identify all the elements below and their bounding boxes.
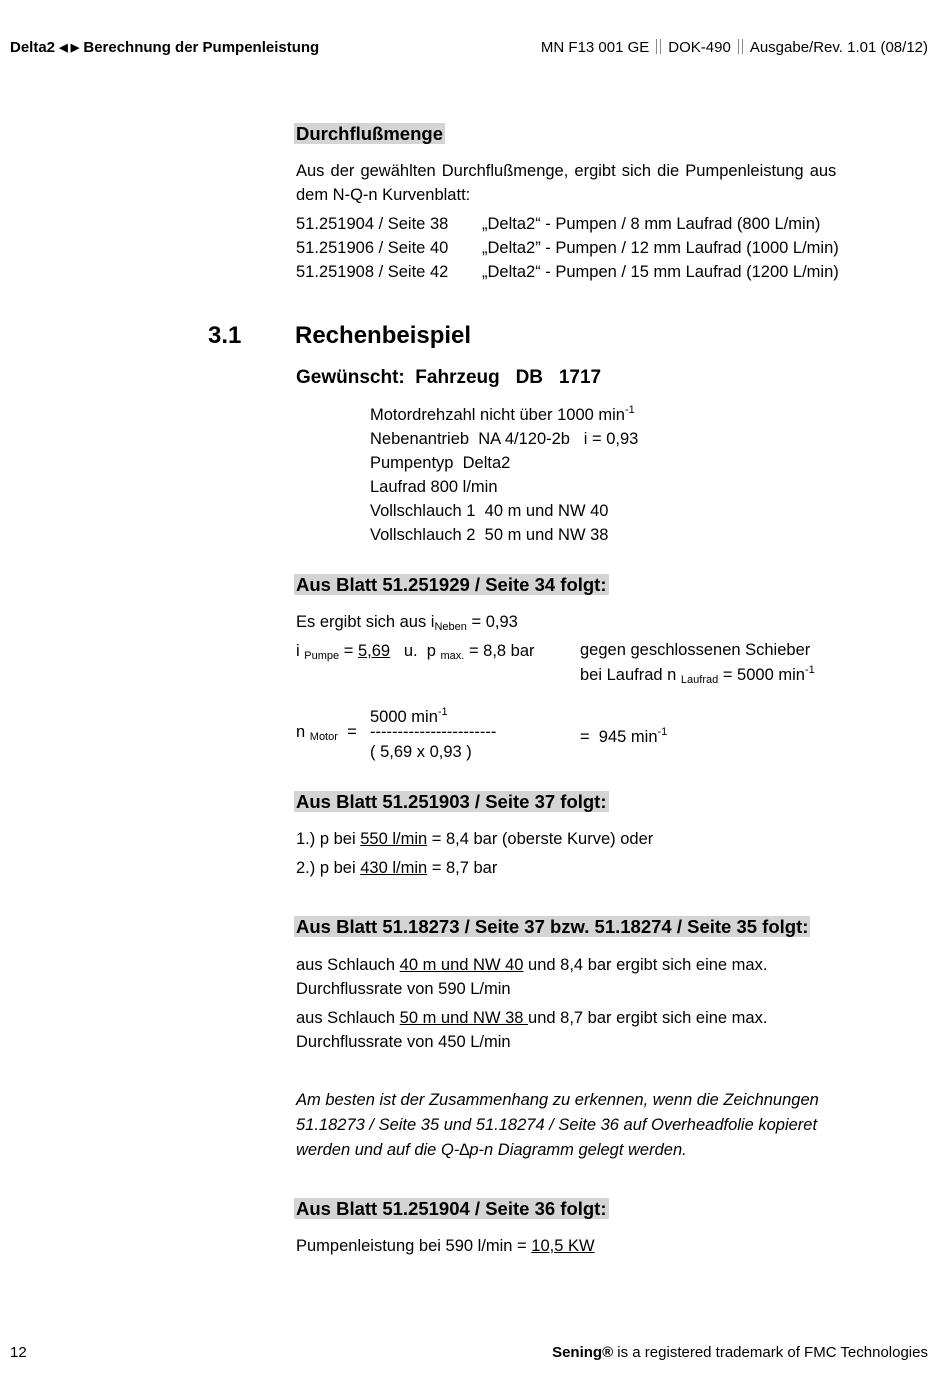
separator [656, 39, 661, 54]
spec-neben: Nebenantrieb NA 4/120-2b i = 0,93 [370, 430, 639, 448]
durchfluss-table [296, 212, 839, 284]
table-row: 51.251908 / Seite 42 „Delta2“ - Pumpen / 15 mm Laufrad (1200 L/min) [296, 263, 839, 281]
blatt4-heading: Aus Blatt 51.251904 / Seite 36 folgt: [296, 1198, 607, 1219]
blatt4-line: Pumpenleistung bei 590 l/min = 10,5 KW [296, 1237, 595, 1255]
note-line-1: gegen geschlossenen Schieber [580, 641, 811, 659]
spec-schlauch2: Vollschlauch 2 50 m und NW 38 [370, 526, 609, 544]
para-a-line-2: Durchflussrate von 590 L/min [296, 980, 511, 998]
blatt3-para-a [296, 953, 767, 1001]
blatt3-heading: Aus Blatt 51.18273 / Seite 37 bzw. 51.18274 / Seite 35 folgt: [296, 916, 809, 937]
footer-trademark: Sening® is a registered trademark of FMC Technologies [552, 1344, 928, 1361]
blatt3-para-b [296, 1006, 767, 1054]
durchfluss-para [296, 159, 866, 207]
section-title: Rechenbeispiel [295, 322, 472, 349]
para-a-line-1: aus Schlauch 40 m und NW 40 und 8,4 bar ergibt sich eine max. [296, 956, 768, 974]
blatt1-line2: i $_{Pumpe}$ = 5,69 u. p $_{max.}$ = 8,8 bar [296, 642, 535, 662]
blatt2-line1: 1.) p bei 550 l/min = 8,4 bar (oberste Kurve) oder [296, 830, 654, 848]
blatt1-heading: Aus Blatt 51.251929 / Seite 34 folgt: [296, 574, 607, 595]
brand-name: Sening® [552, 1344, 614, 1361]
n-motor-label: n $_{Motor}$ = [296, 723, 357, 743]
page-number: 12 [10, 1344, 27, 1361]
spec-list [370, 398, 638, 547]
fraction-line: ----------------------- [370, 723, 497, 741]
page-header-left [10, 39, 319, 56]
blatt2-line2: 2.) p bei 430 l/min = 8,7 bar [296, 859, 498, 877]
fraction-numerator: 5000 $\min^{-1}$ [370, 706, 448, 726]
doc-number: MN F13 001 GE [540, 39, 650, 56]
table-row: 51.251904 / Seite 38 „Delta2“ - Pumpen / 8 mm Laufrad (800 L/min) [296, 215, 821, 233]
nav-arrows-icon: ◀ ▶ [59, 42, 80, 54]
note-line: Am besten ist der Zusammenhang zu erkennen, wenn die Zeichnungen [296, 1091, 819, 1109]
spec-laufrad: Laufrad 800 l/min [370, 478, 498, 496]
blatt2-heading: Aus Blatt 51.251903 / Seite 37 folgt: [296, 791, 607, 812]
revision: Ausgabe/Rev. 1.01 (08/12) [749, 39, 928, 56]
doc-name: Delta2 [10, 39, 56, 56]
spec-motor: Motordrehzahl nicht über 1000 $\min^{-1}$ [370, 404, 635, 424]
dok-number: DOK-490 [668, 39, 731, 56]
table-row: 51.251906 / Seite 40 „Delta2” - Pumpen / 12 mm Laufrad (1000 L/min) [296, 239, 839, 257]
page-header-right [541, 39, 928, 56]
durchfluss-heading: Durchflußmenge [296, 123, 443, 144]
para-line-1: Aus der gewählten Durchflußmenge, ergibt sich die Pumpenleistung aus [296, 162, 837, 180]
separator [738, 39, 743, 54]
italic-note [296, 1088, 819, 1163]
para-line-2: dem N-Q-n Kurvenblatt: [296, 186, 471, 204]
header-title: Berechnung der Pumpenleistung [83, 39, 320, 56]
wanted-line: Gewünscht: Fahrzeug DB 1717 [296, 367, 602, 388]
note-line: 51.18273 / Seite 35 und 51.18274 / Seite 36 auf Overheadfolie kopieret [296, 1116, 818, 1134]
blatt1-note [580, 640, 815, 690]
note-line: werden und auf die Q-∆p-n Diagramm gelegt werden. [296, 1141, 687, 1159]
fraction-denominator: ( 5,69 x 0,93 ) [370, 743, 472, 761]
blatt1-line1: Es ergibt sich aus $i_{Neben} = 0,93$ [296, 613, 518, 633]
note-line-2: bei Laufrad n $_{Laufrad}$ = 5000 $\min^{-1}$ [580, 664, 815, 686]
spec-pumpentyp: Pumpentyp Delta2 [370, 454, 511, 472]
para-b-line-2: Durchflussrate von 450 L/min [296, 1033, 511, 1051]
para-b-line-1: aus Schlauch 50 m und NW 38 und 8,7 bar ergibt sich eine max. [296, 1009, 768, 1027]
section-number: 3.1 [208, 322, 242, 349]
spec-schlauch1: Vollschlauch 1 40 m und NW 40 [370, 502, 609, 520]
result: = 945 $\min^{-1}$ [580, 726, 668, 746]
